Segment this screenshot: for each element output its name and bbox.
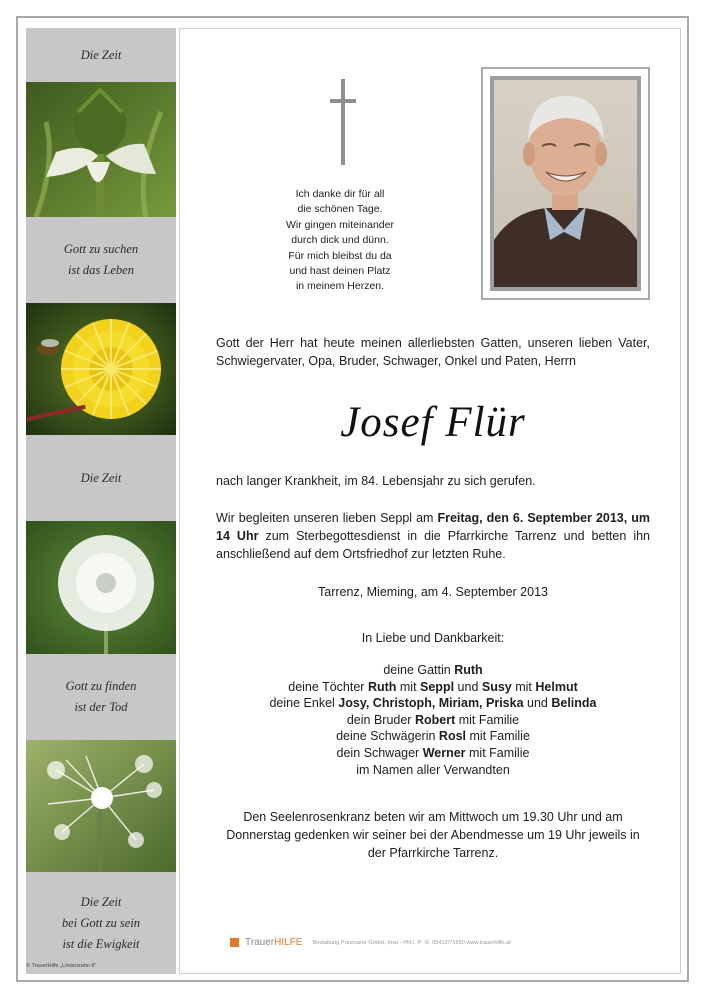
rosary-info: Den Seelenrosenkranz beten wir am Mittwoch um 19.30 Uhr und am Donnerstag gedenken wir seiner bei der Abendmesse um 19 Uhr jeweils in der Pfarrkirche Tarrenz. xyxy=(226,810,640,860)
mourners-list xyxy=(216,662,650,778)
mourner-line: deine Schwägerin Rosl mit Familie xyxy=(336,729,530,744)
sidebar-verse-1: Die Zeit xyxy=(26,28,176,82)
dandelion-clock-image xyxy=(26,521,176,654)
sidebar-verse-3: Die Zeit xyxy=(26,435,176,521)
sidebar-verse-5: Die Zeit bei Gott zu sein ist die Ewigkeit xyxy=(26,872,176,974)
portrait-photo xyxy=(490,76,641,291)
cross-icon xyxy=(330,79,356,170)
image-copyright: © TrauerHilfe „Löwenzahn 8“ xyxy=(26,963,97,969)
funeral-info: Wir begleiten unseren lieben Seppl am Freitag, den 6. September 2013, um 14 Uhr zum Sterbegottesdienst in die Pfarrkirche Tarrenz und betten ihn anschließend auf dem Ortsfriedhof zur letzten Ruhe. xyxy=(216,511,651,561)
place-date: Tarrenz, Mieming, am 4. September 2013 xyxy=(318,585,548,599)
dandelion-bud-image xyxy=(26,82,176,217)
memorial-poem: Ich danke dir für all die schönen Tage. Wir gingen miteinander durch dick und dünn. Für mich bleibst du da und hast deinen Platz in meinem Herzen. xyxy=(286,188,394,293)
portrait-frame xyxy=(481,67,650,300)
closing-line: In Liebe und Dankbarkeit: xyxy=(361,631,505,645)
mourner-line: deine Gattin Ruth xyxy=(383,663,483,677)
footer-contact: Bestattung Praxmarer GmbH, Imst - Pfd i. P. ☏ 05412/71550 www.trauerhilfe.at xyxy=(312,939,511,946)
footer-logo xyxy=(230,937,511,948)
mourner-line: dein Schwager Werner mit Familie xyxy=(336,745,530,760)
mourner-line: deine Töchter Ruth mit Seppl und Susy mit Helmut xyxy=(288,679,578,694)
passing-text: nach langer Krankheit, im 84. Lebensjahr zu sich gerufen. xyxy=(216,474,536,488)
sidebar-verse-2: Gott zu suchen ist das Leben xyxy=(26,217,176,303)
deceased-name: Josef Flür xyxy=(340,399,526,446)
sidebar-verse-4: Gott zu finden ist der Tod xyxy=(26,654,176,740)
logo-text: TrauerHILFE xyxy=(245,937,303,948)
dandelion-flower-image xyxy=(26,303,176,435)
mourner-line: deine Enkel Josy, Christoph, Miriam, Priska und Belinda xyxy=(269,696,597,711)
trauerhilfe-logo-icon xyxy=(230,938,239,947)
mourner-line: im Namen aller Verwandten xyxy=(356,762,510,777)
dandelion-seeds-image xyxy=(26,740,176,872)
intro-text: Gott der Herr hat heute meinen allerliebsten Gatten, unseren lieben Vater, Schwiegervater, Opa, Bruder, Schwager, Onkel und Paten, Herrn xyxy=(216,336,650,368)
mourner-line: dein Bruder Robert mit Familie xyxy=(346,712,520,727)
